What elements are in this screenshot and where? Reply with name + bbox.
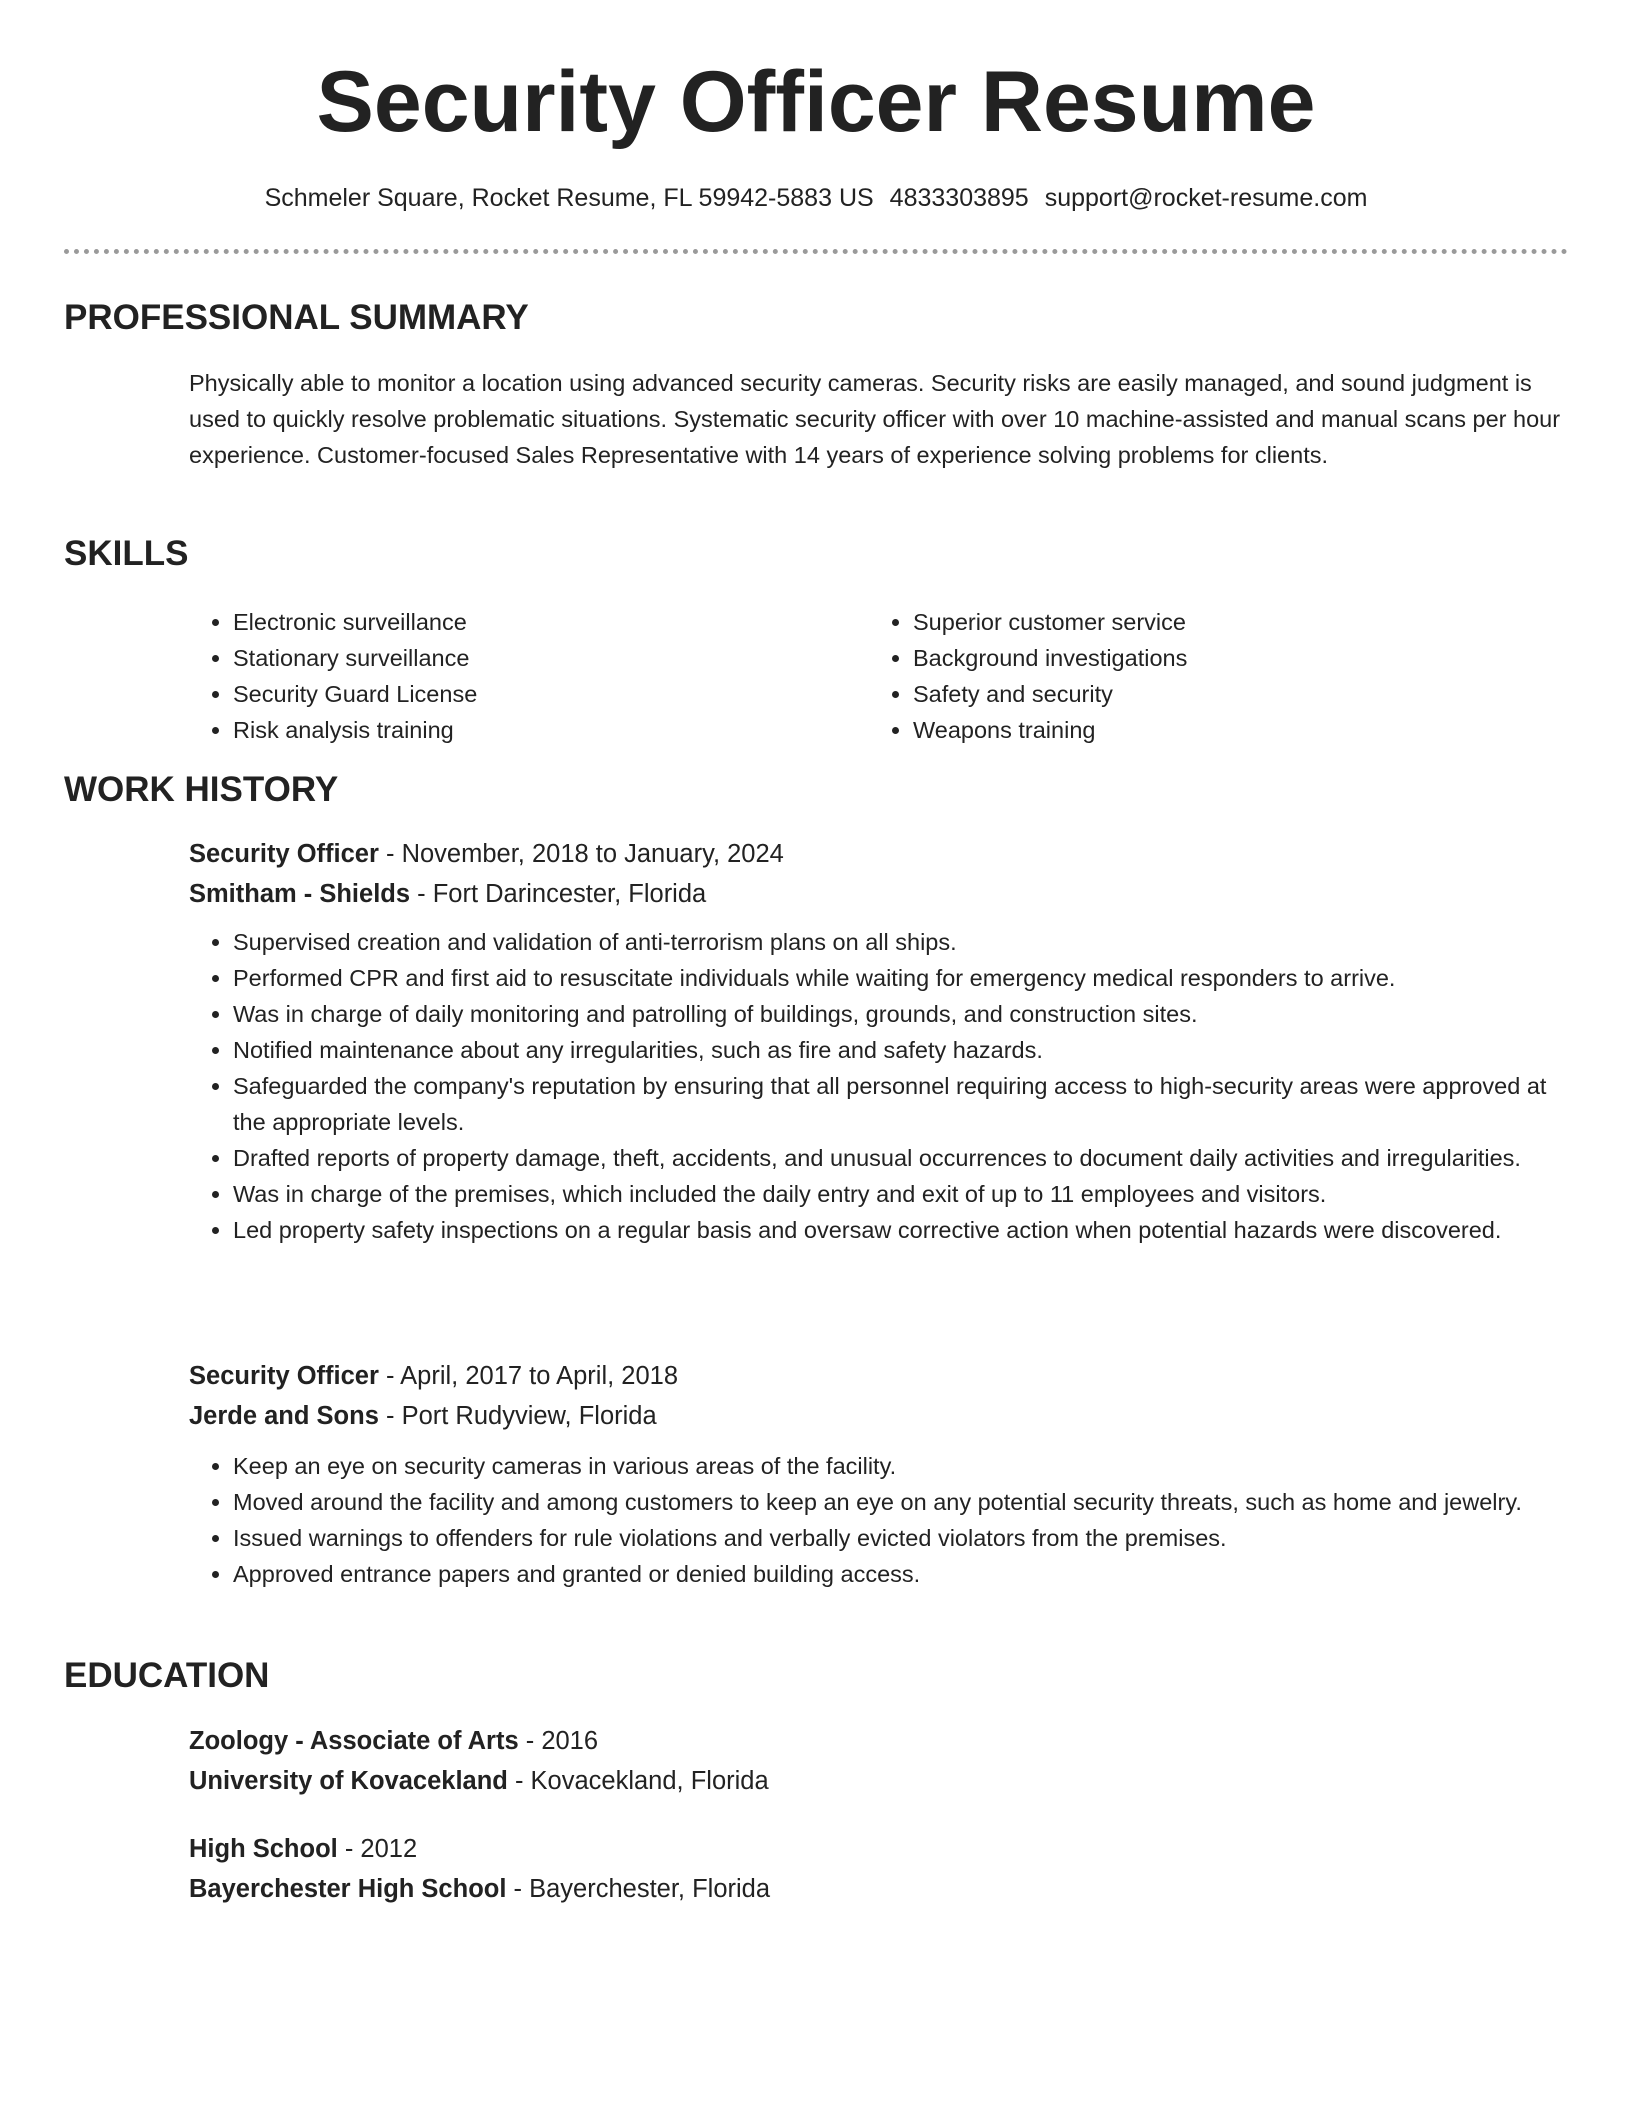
skills-list-right (869, 604, 1509, 748)
job-dates: - April, 2017 to April, 2018 (378, 1362, 679, 1390)
job-position: Security Officer (189, 1362, 379, 1390)
job-company: Jerde and Sons (189, 1402, 379, 1430)
job-duty: • Moved around the facility and among customers to keep an eye on any potential security threats, such as home and jewelry. (233, 1484, 1569, 1520)
contact-phone: 4833303895 (889, 184, 1029, 212)
job-duty: • Performed CPR and first aid to resuscitate individuals while waiting for emergency medical responders to arrive. (233, 960, 1569, 996)
resume-title: Security Officer Resume (316, 54, 1316, 150)
summary-text: Physically able to monitor a location using advanced security cameras. Security risks are easily managed, and sound judgment is used to quickly resolve problematic situations. Systematic security officer with over 10 machine-assisted and manual scans per hour experience. Customer-focused Sales Representative with 14 years of experience solving problems for clients. (189, 370, 1561, 468)
education-year: - 2012 (337, 1835, 418, 1863)
skill-item: • Risk analysis training (233, 712, 829, 748)
job-duty: • Was in charge of daily monitoring and patrolling of buildings, grounds, and construction sites. (233, 996, 1569, 1032)
contact-address: Schmeler Square, Rocket Resume, FL 59942-5883 US (264, 184, 874, 212)
education-year: - 2016 (518, 1727, 599, 1755)
summary-heading: PROFESSIONAL SUMMARY (64, 298, 529, 337)
skill-item: • Weapons training (913, 712, 1509, 748)
job-title-line (189, 1356, 1569, 1396)
job-duty: • Keep an eye on security cameras in various areas of the facility. (233, 1448, 1569, 1484)
job-position: Security Officer (189, 840, 379, 868)
education-school: University of Kovacekland (189, 1767, 508, 1795)
education-school-line (189, 1761, 1569, 1801)
header-divider (64, 249, 1568, 254)
job-title-line (189, 834, 1569, 874)
skills-heading: SKILLS (64, 534, 189, 573)
contact-line (0, 180, 1632, 216)
job-duty: • Drafted reports of property damage, theft, accidents, and unusual occurrences to document daily activities and irregularities. (233, 1140, 1569, 1176)
skill-item: • Stationary surveillance (233, 640, 829, 676)
education-location: - Bayerchester, Florida (506, 1875, 771, 1903)
education-heading: EDUCATION (64, 1656, 270, 1695)
job-dates: - November, 2018 to January, 2024 (378, 840, 784, 868)
contact-email: support@rocket-resume.com (1044, 184, 1368, 212)
job-duties (189, 1448, 1569, 1592)
job-location: - Fort Darincester, Florida (410, 880, 707, 908)
education-degree: Zoology - Associate of Arts (189, 1727, 519, 1755)
skill-item: • Electronic surveillance (233, 604, 829, 640)
skill-item: • Background investigations (913, 640, 1509, 676)
education-location: - Kovacekland, Florida (507, 1767, 769, 1795)
job-duties (189, 924, 1569, 1248)
job-company: Smitham - Shields (189, 880, 411, 908)
education-degree: High School (189, 1835, 338, 1863)
education-school: Bayerchester High School (189, 1875, 507, 1903)
job-duty: • Supervised creation and validation of anti-terrorism plans on all ships. (233, 924, 1569, 960)
education-degree-line (189, 1829, 1569, 1869)
skill-item: • Security Guard License (233, 676, 829, 712)
education-school-line (189, 1869, 1569, 1909)
job-entry (189, 834, 1569, 1248)
job-duty: • Approved entrance papers and granted or denied building access. (233, 1556, 1569, 1592)
education-degree-line (189, 1721, 1569, 1761)
education-entry (189, 1721, 1569, 1801)
education-entry (189, 1829, 1569, 1909)
skills-list-left (189, 604, 829, 748)
job-location: - Port Rudyview, Florida (378, 1402, 657, 1430)
job-company-line (189, 874, 1569, 914)
job-company-line (189, 1396, 1569, 1436)
work-heading: WORK HISTORY (64, 770, 339, 809)
job-duty: • Was in charge of the premises, which included the daily entry and exit of up to 11 employees and visitors. (233, 1176, 1569, 1212)
job-duty: • Notified maintenance about any irregularities, such as fire and safety hazards. (233, 1032, 1569, 1068)
job-duty: • Led property safety inspections on a regular basis and oversaw corrective action when potential hazards were discovered. (233, 1212, 1569, 1248)
job-duty: • Issued warnings to offenders for rule violations and verbally evicted violators from the premises. (233, 1520, 1569, 1556)
skill-item: • Safety and security (913, 676, 1509, 712)
skill-item: • Superior customer service (913, 604, 1509, 640)
job-duty: • Safeguarded the company's reputation by ensuring that all personnel requiring access to high-security areas were approved at the appropriate levels. (233, 1068, 1569, 1140)
job-entry (189, 1356, 1569, 1592)
